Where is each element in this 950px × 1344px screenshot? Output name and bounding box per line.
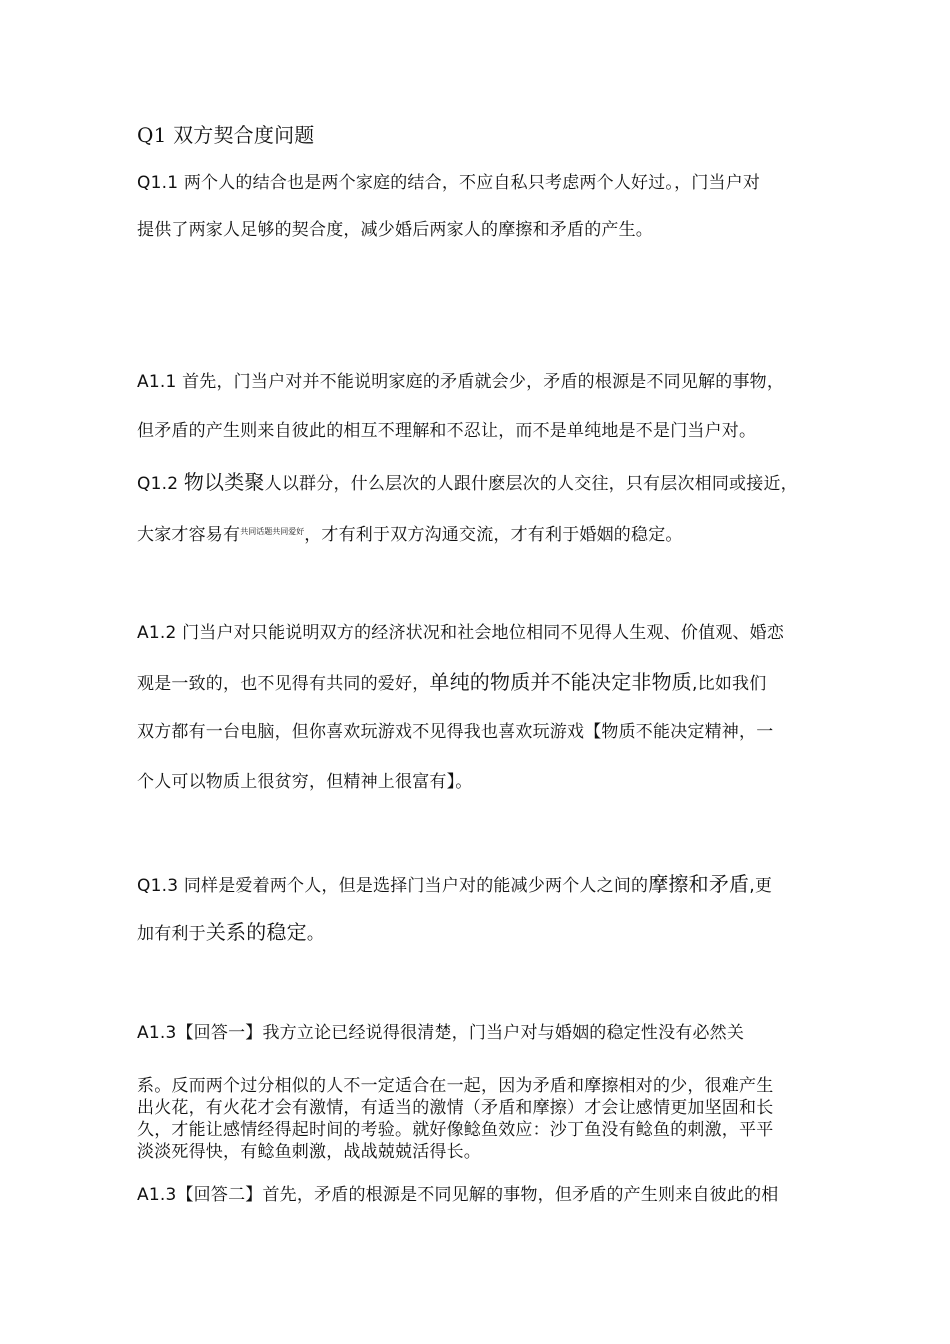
answer-1-1-line-1: A1.1 首先，门当户对并不能说明家庭的矛盾就会少，矛盾的根源是不同见解的事物，: [137, 372, 785, 392]
emphasis-text: 物以类聚: [183, 470, 265, 494]
text-segment: 大家才容易有: [137, 525, 241, 545]
section-title: Q1 双方契合度问题: [137, 123, 315, 147]
question-1-3-line-2: [137, 920, 324, 946]
question-1-1-line-2: 提供了两家人足够的契合度，减少婚后两家人的摩擦和矛盾的产生。: [137, 220, 653, 240]
answer-1-3-line-1: A1.3【回答一】我方立论已经说得很清楚，门当户对与婚姻的稳定性没有必然关: [137, 1023, 745, 1043]
answer-1-2-line-2: [137, 670, 766, 696]
question-1-2-line-1: [137, 470, 798, 496]
answer-1-3-line-3: 出火花，有火花才会有激情，有适当的激情（矛盾和摩擦）才会让感情更加坚固和长: [137, 1098, 774, 1118]
answer-1-3-line-2: 系。反而两个过分相似的人不一定适合在一起，因为矛盾和摩擦相对的少，很难产生: [137, 1076, 774, 1096]
small-inline-text: 共同话题共同爱好: [240, 527, 305, 536]
answer-1-3-alt-line-1: A1.3【回答二】首先，矛盾的根源是不同见解的事物，但矛盾的产生则来自彼此的相: [137, 1185, 779, 1205]
answer-1-3-line-5: 淡淡死得快，有鲶鱼刺激，战战兢兢活得长。: [137, 1142, 481, 1162]
emphasis-text: 摩擦和矛盾: [648, 872, 750, 896]
emphasis-text: 关系的稳定: [205, 920, 307, 944]
answer-1-2-line-4: 个人可以物质上很贫穷，但精神上很富有】。: [137, 772, 473, 792]
text-segment: Q1.3 同样是爱着两个人，但是选择门当户对的能减少两个人之间的: [137, 876, 649, 896]
text-segment: 加有利于: [137, 924, 206, 944]
question-1-2-label: Q1.2: [137, 474, 184, 494]
answer-1-3-line-4: 久，才能让感情经得起时间的考验。就好像鲶鱼效应：沙丁鱼没有鲶鱼的刺激，平平: [137, 1120, 774, 1140]
answer-1-1-line-2: 但矛盾的产生则来自彼此的相互不理解和不忍让，而不是单纯地是不是门当户对。: [137, 421, 757, 441]
text-segment: ,更: [749, 876, 773, 896]
question-1-2-line-2: [137, 520, 683, 547]
text-segment: 观是一致的，也不见得有共同的爱好，: [137, 674, 430, 694]
text-segment: ，才有利于双方沟通交流，才有利于婚姻的稳定。: [304, 525, 683, 545]
text-segment: 。: [306, 924, 325, 944]
question-1-2-text: 人以群分，什么层次的人跟什麽层次的人交往，只有层次相同或接近，: [264, 474, 798, 494]
answer-1-2-line-1: A1.2 门当户对只能说明双方的经济状况和社会地位相同不见得人生观、价值观、婚恋: [137, 623, 785, 643]
question-1-3-line-1: [137, 872, 772, 898]
question-1-1-line-1: Q1.1 两个人的结合也是两个家庭的结合，不应自私只考虑两个人好过。，门当户对: [137, 173, 761, 193]
emphasis-text: 单纯的物质并不能决定非物质: [429, 670, 693, 694]
answer-1-2-line-3: 双方都有一台电脑，但你喜欢玩游戏不见得我也喜欢玩游戏【物质不能决定精神，一: [137, 722, 774, 742]
text-segment: ,比如我们: [692, 674, 767, 694]
